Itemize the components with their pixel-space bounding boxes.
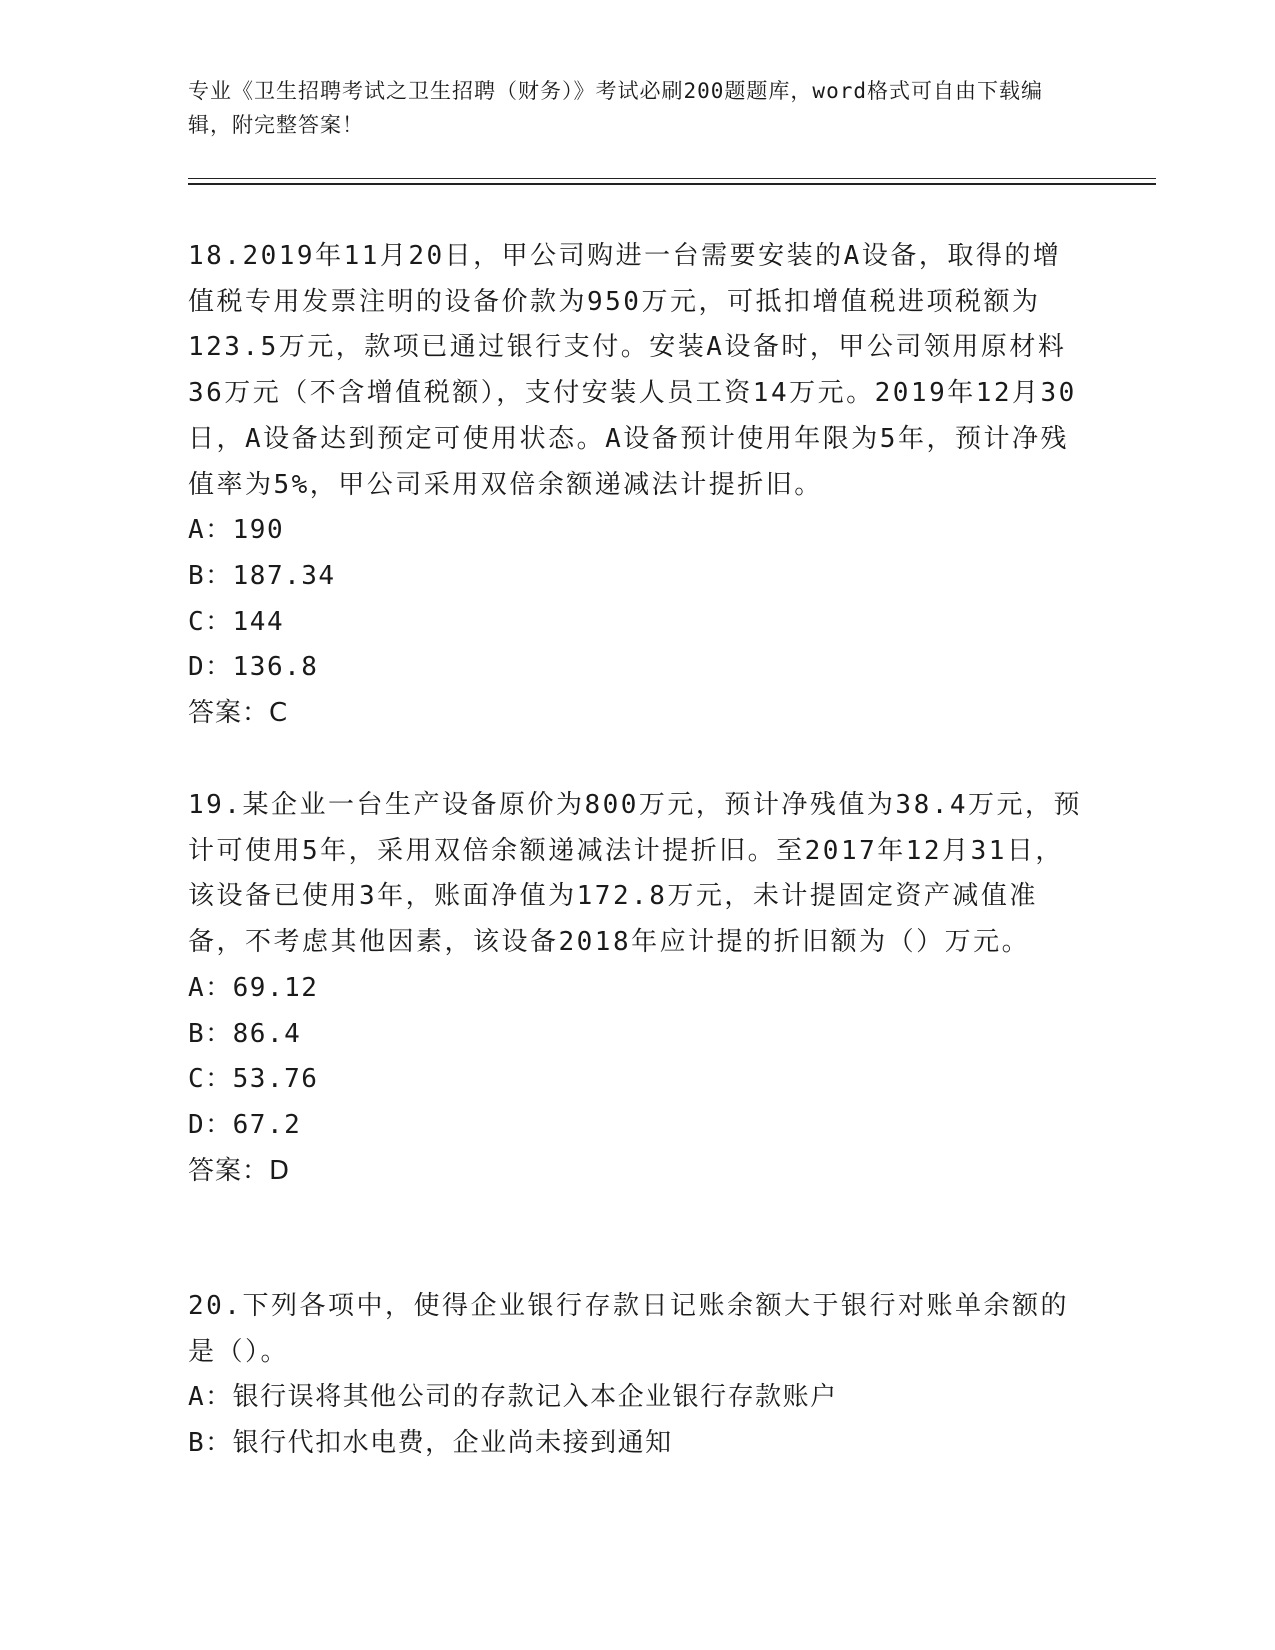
question-stem: 19.某企业一台生产设备原价为800万元，预计净残值为38.4万元，预计可使用5年，采用双倍余额递减法计提折旧。至2017年12月31日，该设备已使用3年，账面净值为172.8万元，未计提固定资产减值准备，不考虑其他因素，该设备2018年应计提的折旧额为（）万元。 xyxy=(188,790,1083,958)
question-20 xyxy=(188,1284,1088,1467)
option-d: D：136.8 xyxy=(188,652,319,683)
option-c: C：144 xyxy=(188,606,285,637)
option-b: B：86.4 xyxy=(188,1018,302,1049)
option-b: B：银行代扣水电费，企业尚未接到通知 xyxy=(188,1428,673,1459)
header-rule-thin xyxy=(188,178,1156,179)
option-c: C：53.76 xyxy=(188,1064,319,1095)
question-stem: 20.下列各项中，使得企业银行存款日记账余额大于银行对账单余额的是（）。 xyxy=(188,1291,1069,1367)
question-18 xyxy=(188,234,1088,737)
document-header: 专业《卫生招聘考试之卫生招聘（财务）》考试必刷200题题库，word格式可自由下载编辑，附完整答案！ xyxy=(188,79,1043,137)
option-a: A：银行误将其他公司的存款记入本企业银行存款账户 xyxy=(188,1382,838,1413)
option-b: B：187.34 xyxy=(188,560,336,591)
option-d: D：67.2 xyxy=(188,1109,302,1140)
question-stem: 18.2019年11月20日，甲公司购进一台需要安装的A设备，取得的增值税专用发票注明的设备价款为950万元，可抵扣增值税进项税额为123.5万元，款项已通过银行支付。安装A设备时，甲公司领用原材料36万元（不含增值税额），支付安装人员工资14万元。2019年12月30日，A设备达到预定可使用状态。A设备预计使用年限为5年，预计净残值率为5%，甲公司采用双倍余额递减法计提折旧。 xyxy=(188,241,1077,500)
option-a: A：69.12 xyxy=(188,972,319,1003)
answer: 答案：C xyxy=(188,698,289,729)
header-rule-thick xyxy=(188,183,1156,185)
question-19 xyxy=(188,783,1088,1194)
answer: 答案：D xyxy=(188,1155,291,1186)
option-a: A：190 xyxy=(188,515,285,546)
